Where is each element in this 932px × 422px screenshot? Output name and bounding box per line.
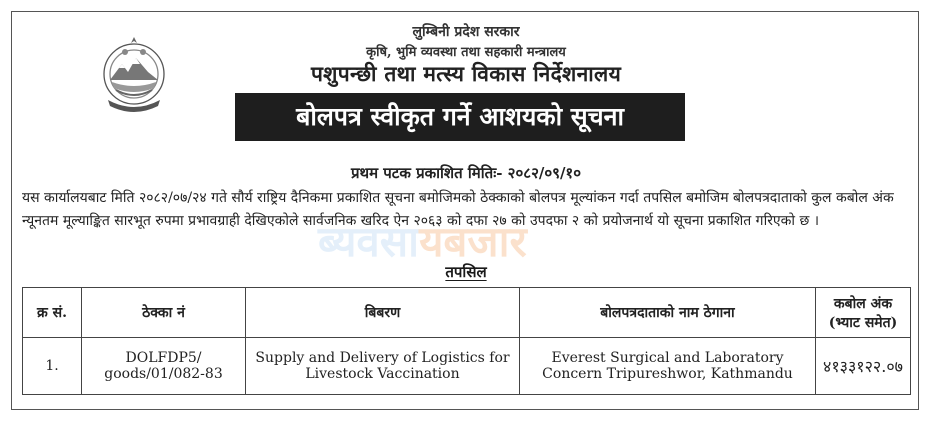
- cell-bidder: Everest Surgical and Laboratory Concern Tripureshwor, Kathmandu: [520, 338, 816, 395]
- cell-description: Supply and Delivery of Logistics for Livestock Vaccination: [246, 338, 520, 395]
- notice-body: यस कार्यालयबाट मिति २०८२/०७/२४ गते सौर्य राष्ट्रिय दैनिकमा प्रकाशित सूचना बमोजिमको ठेक्काको बोलपत्र मूल्यांकन गर्दा तपसिल बमोजिम बोलपत्रदाताको कुल कबोल अंक न्यूनतम मूल्याङ्कित सारभूत रुपमा प्रभावग्राही देखिएकोले सार्वजनिक खरिद ऐन २०६३ को दफा २७ को उपदफा २ को प्रयोजनार्थ यो सूचना प्रकाशित गरिएको छ ।: [22, 190, 894, 229]
- details-table: [22, 287, 911, 395]
- watermark-part2: यबजार: [419, 217, 527, 266]
- cell-sn: 1.: [23, 338, 82, 395]
- header-description: बिबरण: [246, 288, 520, 338]
- header-sn: क्र सं.: [23, 288, 82, 338]
- table-header-row: [23, 288, 911, 338]
- table-caption: [0, 262, 932, 282]
- directorate-name: पशुपन्छी तथा मत्स्य विकास निर्देशनालय: [310, 61, 622, 86]
- publish-date: प्रथम पटक प्रकाशित मितिः- २०८२/०९/१०: [350, 164, 582, 182]
- watermark-part1: ब्यवसा: [318, 217, 420, 266]
- cell-contract-no: DOLFDP5/ goods/01/082-83: [82, 338, 246, 395]
- ministry-name: कृषि, भुमि व्यवस्था तथा सहकारी मन्त्रालय: [366, 45, 566, 60]
- header-contract-no: ठेक्का नं: [82, 288, 246, 338]
- government-name: लुम्बिनी प्रदेश सरकार: [412, 24, 520, 40]
- notice-title-banner: बोलपत्र स्वीकृत गर्ने आशयको सूचना: [235, 93, 685, 141]
- table-row: [23, 338, 911, 395]
- header-amount: कबोल अंक (भ्याट समेत): [816, 288, 911, 338]
- table-caption-text: तपसिल: [445, 263, 487, 281]
- header-bidder: बोलपत्रदाताको नाम ठेगाना: [520, 288, 816, 338]
- cell-amount: ४१३३१२२.०७: [816, 338, 911, 395]
